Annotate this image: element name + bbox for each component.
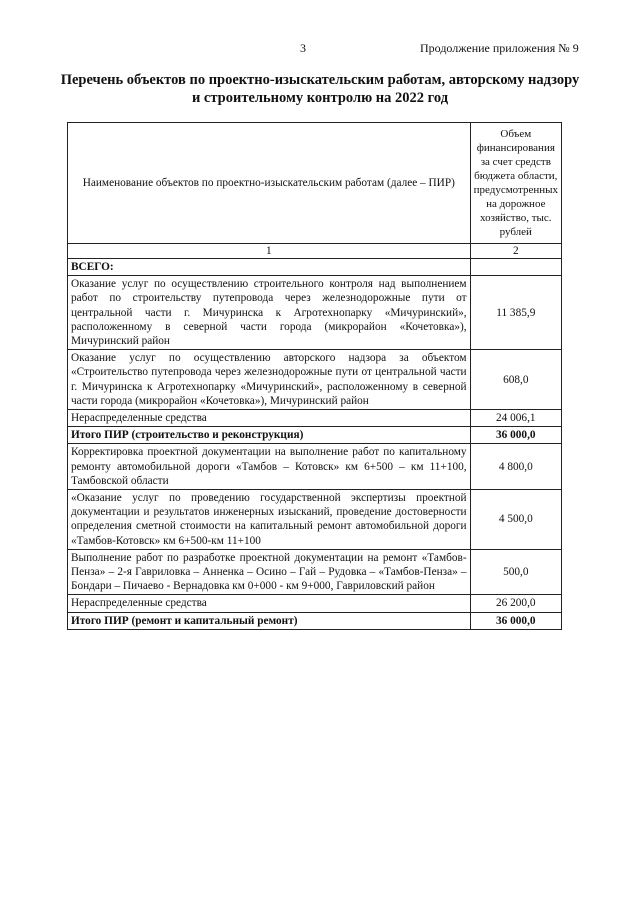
row-value: 26 200,0 xyxy=(470,595,561,612)
column-number-1: 1 xyxy=(68,244,471,259)
table-row xyxy=(68,444,562,490)
table-row xyxy=(68,276,562,350)
row-name: Нераспределенные средства xyxy=(68,410,471,427)
row-value: 24 006,1 xyxy=(470,410,561,427)
row-name: Выполнение работ по разработке проектной документации на ремонт «Тамбов-Пенза» – 2-я Гавриловка – Анненка – Осино – Гай – Рудовка – «Тамбов-Пенза» – Бондари – Пичаево - Вернадовка км 0+000 - км 9+000, Гавриловский район xyxy=(68,549,471,595)
column-number-row xyxy=(68,244,562,259)
row-value: 500,0 xyxy=(470,549,561,595)
table-row-subtotal xyxy=(68,427,562,444)
row-value: 4 800,0 xyxy=(470,444,561,490)
row-name: «Оказание услуг по проведению государственной экспертизы проектной документации и результатов инженерных изысканий, проведение достоверности определения сметной стоимости на капитальный ремонт автомобильной дороги «Тамбов-Котовск» км 6+500-км 11+100 xyxy=(68,490,471,550)
row-name: Оказание услуг по осуществлению авторского надзора за объектом «Строительство путепровода через железнодорожные пути от центральной части г. Мичуринска к Агротехнопарку «Мичуринский», расположенному в северной части города (микрорайон «Кочетовка»), Мичуринский район xyxy=(68,350,471,410)
row-name: Оказание услуг по осуществлению строительного контроля над выполнением работ по строительству путепровода через железнодорожные пути от центральной части г. Мичуринска к Агротехнопарку «Мичуринский», расположенному в северной части города (микрорайон «Кочетовка»), Мичуринский район xyxy=(68,276,471,350)
row-name: Итого ПИР (строительство и реконструкция) xyxy=(68,427,471,444)
column-header-name: Наименование объектов по проектно-изыскательским работам (далее – ПИР) xyxy=(68,123,471,244)
row-value: 36 000,0 xyxy=(470,427,561,444)
table-row xyxy=(68,490,562,550)
page-number: 3 xyxy=(300,41,306,55)
row-name: Нераспределенные средства xyxy=(68,595,471,612)
row-value xyxy=(470,259,561,276)
appendix-note: Продолжение приложения № 9 xyxy=(420,41,579,55)
column-header-amount: Объем финансирования за счет средств бюджета области, предусмотренных на дорожное хозяйство, тыс. рублей xyxy=(470,123,561,244)
table-row-total xyxy=(68,259,562,276)
row-value: 36 000,0 xyxy=(470,612,561,629)
table-row xyxy=(68,350,562,410)
table-row xyxy=(68,410,562,427)
table-row xyxy=(68,595,562,612)
column-number-2: 2 xyxy=(470,244,561,259)
row-value: 4 500,0 xyxy=(470,490,561,550)
table-row xyxy=(68,549,562,595)
table-row-subtotal xyxy=(68,612,562,629)
row-name: ВСЕГО: xyxy=(68,259,471,276)
row-value: 608,0 xyxy=(470,350,561,410)
row-name: Корректировка проектной документации на выполнение работ по капитальному ремонту автомобильной дороги «Тамбов – Котовск» км 6+500 – км 11+100, Тамбовской области xyxy=(68,444,471,490)
row-name: Итого ПИР (ремонт и капитальный ремонт) xyxy=(68,612,471,629)
table-header-row xyxy=(68,123,562,244)
document-title: Перечень объектов по проектно-изыскательским работам, авторскому надзору и строительному контролю на 2022 год xyxy=(60,72,580,106)
financing-table xyxy=(67,122,562,630)
row-value: 11 385,9 xyxy=(470,276,561,350)
